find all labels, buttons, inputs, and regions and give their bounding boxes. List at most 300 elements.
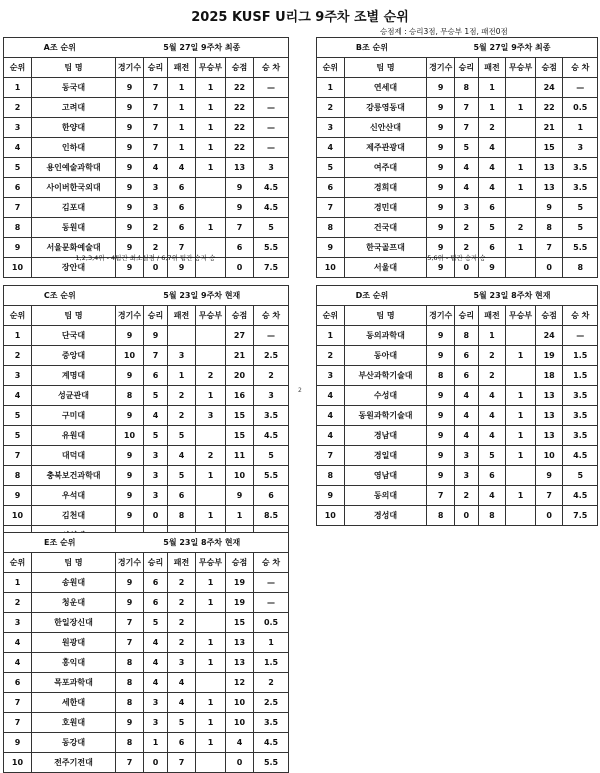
cell-losses: 1 (478, 78, 506, 98)
cell-wins: 7 (144, 98, 168, 118)
cell-games: 9 (427, 98, 455, 118)
cell-losses: 5 (478, 218, 506, 238)
table-row (4, 346, 289, 366)
cell-rank: 8 (317, 466, 345, 486)
table-row (317, 506, 598, 526)
cell-wins: 6 (144, 366, 168, 386)
cell-draws (506, 78, 536, 98)
cell-draws (196, 346, 226, 366)
cell-team: 원광대 (32, 633, 116, 653)
cell-rank: 3 (4, 118, 32, 138)
cell-losses: 7 (168, 753, 196, 773)
cell-games: 9 (427, 158, 455, 178)
group-header (317, 286, 598, 306)
column-header-team: 팀 명 (32, 553, 116, 573)
cell-games: 7 (116, 633, 144, 653)
cell-gb: 5 (563, 218, 598, 238)
cell-team: 고려대 (32, 98, 116, 118)
cell-wins: 4 (454, 426, 478, 446)
group-header (4, 286, 289, 306)
cell-games: 9 (427, 346, 455, 366)
cell-gb: 2 (254, 673, 289, 693)
cell-losses: 8 (478, 506, 506, 526)
cell-rank: 1 (4, 573, 32, 593)
column-header-wins: 승리 (144, 306, 168, 326)
cell-games: 9 (116, 158, 144, 178)
table-row (4, 506, 289, 526)
column-header-draws: 무승부 (196, 306, 226, 326)
cell-games: 8 (116, 653, 144, 673)
cell-team: 홍익대 (32, 653, 116, 673)
cell-losses: 2 (168, 613, 196, 633)
cell-gb: 4.5 (254, 733, 289, 753)
cell-games: 8 (116, 733, 144, 753)
cell-team: 경남대 (344, 426, 427, 446)
cell-losses: 2 (168, 593, 196, 613)
table-row (317, 98, 598, 118)
cell-gb: 5.5 (254, 753, 289, 773)
table-row (317, 386, 598, 406)
cell-points: 24 (535, 78, 563, 98)
cell-team: 동의대 (344, 486, 427, 506)
cell-team: 우석대 (32, 486, 116, 506)
scoring-rule: 승점제 : 승리3점, 무승부 1점, 패전0점 (380, 27, 508, 36)
cell-rank: 1 (317, 326, 345, 346)
group-date: 5월 27일 9주차 최종 (116, 38, 289, 58)
cell-losses: 3 (168, 346, 196, 366)
cell-rank: 9 (317, 238, 345, 258)
cell-draws (506, 198, 536, 218)
cell-losses: 2 (478, 346, 506, 366)
cell-rank: 3 (4, 366, 32, 386)
cell-gb: — (563, 326, 598, 346)
cell-wins: 4 (144, 653, 168, 673)
table-row (4, 326, 289, 346)
cell-wins: 7 (144, 78, 168, 98)
table-row (4, 446, 289, 466)
cell-team: 호원대 (32, 713, 116, 733)
column-header-games: 경기수 (427, 306, 455, 326)
cell-losses: 9 (478, 258, 506, 278)
cell-draws: 1 (196, 713, 226, 733)
cell-losses: 4 (478, 426, 506, 446)
column-header-points: 승점 (226, 553, 254, 573)
cell-team: 서울문화예술대 (32, 238, 116, 258)
cell-wins: 7 (455, 118, 479, 138)
cell-team: 충북보건과학대 (32, 466, 116, 486)
cell-gb: 5 (254, 218, 289, 238)
cell-rank: 7 (4, 693, 32, 713)
cell-games: 7 (116, 613, 144, 633)
cell-losses: 1 (478, 98, 506, 118)
column-header-draws: 무승부 (196, 58, 226, 78)
cell-draws: 1 (196, 573, 226, 593)
cell-rank: 5 (317, 158, 345, 178)
cell-gb: 4.5 (563, 486, 598, 506)
cell-losses: 1 (168, 78, 196, 98)
cell-gb: 1.5 (254, 653, 289, 673)
cell-games: 9 (116, 238, 144, 258)
cell-losses: 4 (478, 486, 506, 506)
cell-losses: 1 (168, 118, 196, 138)
cell-games: 9 (427, 258, 455, 278)
cell-games: 9 (116, 446, 144, 466)
cell-rank: 10 (317, 506, 345, 526)
cell-team: 인하대 (32, 138, 116, 158)
cell-draws: 1 (506, 426, 536, 446)
page-number: 2 (298, 387, 302, 394)
cell-draws (196, 326, 226, 346)
cell-team: 중앙대 (32, 346, 116, 366)
cell-wins: 3 (144, 178, 168, 198)
cell-gb: 4.5 (254, 198, 289, 218)
cell-points: 15 (226, 426, 254, 446)
cell-rank: 2 (317, 98, 345, 118)
cell-gb: 3.5 (563, 406, 598, 426)
table-row (4, 633, 289, 653)
cell-gb: 0.5 (254, 613, 289, 633)
cell-gb: 8.5 (254, 506, 289, 526)
cell-team: 용인예술과학대 (32, 158, 116, 178)
cell-draws: 1 (196, 386, 226, 406)
cell-team: 유원대 (32, 426, 116, 446)
cell-losses: 2 (168, 386, 196, 406)
cell-gb: 3.5 (563, 386, 598, 406)
column-header-wins: 승리 (454, 306, 478, 326)
cell-gb: 2 (254, 366, 289, 386)
cell-draws: 1 (196, 653, 226, 673)
column-header-losses: 패전 (168, 306, 196, 326)
column-header-gb: 승 차 (563, 306, 598, 326)
cell-games: 10 (116, 346, 144, 366)
cell-rank: 4 (4, 386, 32, 406)
column-header-gb: 승 차 (254, 553, 289, 573)
cell-team: 동원과학기술대 (344, 406, 427, 426)
cell-wins: 3 (455, 198, 479, 218)
group-date: 5월 23일 8주차 현재 (116, 533, 289, 553)
column-header-wins: 승리 (144, 553, 168, 573)
cell-losses: 4 (478, 406, 506, 426)
cell-games: 9 (116, 118, 144, 138)
table-row (4, 138, 289, 158)
cell-games: 9 (116, 78, 144, 98)
cell-gb: 6 (254, 486, 289, 506)
table-row (4, 178, 289, 198)
column-header-row (317, 306, 598, 326)
cell-points: 15 (535, 138, 563, 158)
cell-rank: 1 (4, 78, 32, 98)
table-row (317, 486, 598, 506)
table-row (317, 158, 598, 178)
cell-rank: 4 (4, 633, 32, 653)
cell-rank: 7 (317, 198, 345, 218)
cell-gb: — (254, 326, 289, 346)
cell-losses: 1 (168, 366, 196, 386)
cell-wins: 3 (454, 446, 478, 466)
column-header-wins: 승리 (455, 58, 479, 78)
cell-team: 여주대 (344, 158, 427, 178)
cell-points: 13 (226, 158, 254, 178)
group-c-table (3, 285, 289, 546)
cell-draws (196, 426, 226, 446)
group-b-note: 5,6위 - 팀간 승자 승 (427, 254, 486, 262)
cell-points: 8 (535, 218, 563, 238)
cell-rank: 3 (317, 118, 345, 138)
cell-points: 9 (226, 486, 254, 506)
cell-rank: 10 (4, 506, 32, 526)
cell-games: 10 (116, 426, 144, 446)
cell-gb: 5 (563, 466, 598, 486)
cell-draws: 1 (196, 593, 226, 613)
cell-losses: 4 (168, 673, 196, 693)
group-name: D조 순위 (317, 286, 427, 306)
cell-losses: 6 (168, 198, 196, 218)
cell-wins: 4 (144, 633, 168, 653)
cell-games: 8 (116, 386, 144, 406)
table-row (4, 98, 289, 118)
column-header-draws: 무승부 (506, 306, 536, 326)
cell-rank: 4 (4, 138, 32, 158)
column-header-draws: 무승부 (506, 58, 536, 78)
cell-gb: 4.5 (254, 178, 289, 198)
cell-team: 전주기전대 (32, 753, 116, 773)
cell-losses: 9 (168, 258, 196, 278)
cell-draws: 1 (506, 178, 536, 198)
cell-gb: 2.5 (254, 346, 289, 366)
cell-draws: 1 (196, 98, 226, 118)
cell-losses: 8 (168, 506, 196, 526)
column-header-wins: 승리 (144, 58, 168, 78)
cell-draws (196, 198, 226, 218)
cell-team: 단국대 (32, 326, 116, 346)
cell-wins: 6 (454, 346, 478, 366)
cell-draws: 1 (506, 238, 536, 258)
cell-games: 9 (427, 138, 455, 158)
cell-wins: 4 (144, 673, 168, 693)
cell-games: 9 (427, 446, 455, 466)
cell-losses: 5 (478, 446, 506, 466)
cell-games: 9 (116, 406, 144, 426)
cell-gb: 1 (254, 633, 289, 653)
table-row (317, 426, 598, 446)
cell-wins: 5 (144, 426, 168, 446)
cell-draws: 3 (196, 406, 226, 426)
cell-wins: 2 (144, 238, 168, 258)
cell-draws: 1 (506, 98, 536, 118)
group-header (4, 533, 289, 553)
column-header-row (317, 58, 598, 78)
cell-wins: 3 (144, 486, 168, 506)
cell-wins: 2 (454, 486, 478, 506)
cell-losses (168, 326, 196, 346)
cell-points: 18 (535, 366, 563, 386)
cell-wins: 8 (455, 78, 479, 98)
cell-rank: 4 (317, 426, 345, 446)
cell-draws (506, 138, 536, 158)
cell-team: 김포대 (32, 198, 116, 218)
cell-draws (196, 486, 226, 506)
group-d-table (316, 285, 598, 526)
cell-wins: 5 (144, 386, 168, 406)
cell-points: 11 (226, 446, 254, 466)
cell-wins: 0 (144, 506, 168, 526)
cell-gb: 5.5 (563, 238, 598, 258)
cell-team: 한양대 (32, 118, 116, 138)
cell-wins: 7 (144, 118, 168, 138)
cell-rank: 9 (4, 238, 32, 258)
cell-games: 7 (116, 753, 144, 773)
cell-rank: 2 (4, 98, 32, 118)
cell-wins: 4 (144, 406, 168, 426)
cell-losses: 6 (168, 733, 196, 753)
cell-team: 한국골프대 (344, 238, 427, 258)
table-row (317, 178, 598, 198)
cell-points: 20 (226, 366, 254, 386)
cell-wins: 2 (144, 218, 168, 238)
cell-draws (196, 673, 226, 693)
column-header-draws: 무승부 (196, 553, 226, 573)
cell-games: 9 (116, 258, 144, 278)
cell-rank: 4 (317, 386, 345, 406)
cell-points: 19 (226, 573, 254, 593)
table-row (4, 198, 289, 218)
table-row (4, 406, 289, 426)
table-row (317, 366, 598, 386)
column-header-rank: 순위 (317, 306, 345, 326)
cell-points: 22 (226, 78, 254, 98)
cell-games: 9 (427, 218, 455, 238)
column-header-gb: 승 차 (254, 306, 289, 326)
cell-draws: 2 (196, 366, 226, 386)
cell-draws: 1 (506, 406, 536, 426)
cell-team: 동원대 (32, 218, 116, 238)
cell-team: 경민대 (344, 198, 427, 218)
cell-games: 9 (116, 573, 144, 593)
cell-losses: 3 (168, 653, 196, 673)
table-row (4, 653, 289, 673)
column-header-rank: 순위 (4, 58, 32, 78)
cell-wins: 4 (144, 158, 168, 178)
cell-rank: 1 (317, 78, 345, 98)
cell-points: 13 (226, 633, 254, 653)
cell-points: 7 (535, 486, 563, 506)
cell-losses: 4 (478, 386, 506, 406)
cell-rank: 2 (4, 593, 32, 613)
table-row (4, 673, 289, 693)
cell-losses: 7 (168, 238, 196, 258)
column-header-gb: 승 차 (254, 58, 289, 78)
cell-games: 9 (427, 466, 455, 486)
cell-team: 건국대 (344, 218, 427, 238)
cell-games: 9 (116, 366, 144, 386)
group-header (4, 38, 289, 58)
cell-draws (506, 118, 536, 138)
cell-games: 9 (116, 466, 144, 486)
column-header-games: 경기수 (116, 553, 144, 573)
cell-rank: 2 (4, 346, 32, 366)
cell-draws: 1 (196, 138, 226, 158)
cell-rank: 9 (4, 733, 32, 753)
group-date: 5월 23일 9주차 현재 (116, 286, 289, 306)
cell-gb: 3.5 (254, 406, 289, 426)
cell-losses: 4 (168, 446, 196, 466)
cell-points: 0 (226, 258, 254, 278)
cell-team: 동의과학대 (344, 326, 427, 346)
cell-draws: 1 (196, 78, 226, 98)
cell-team: 경희대 (344, 178, 427, 198)
cell-wins: 1 (144, 733, 168, 753)
cell-points: 13 (535, 406, 563, 426)
cell-points: 13 (535, 178, 563, 198)
column-header-losses: 패전 (478, 306, 506, 326)
cell-points: 15 (226, 613, 254, 633)
table-row (317, 466, 598, 486)
column-header-losses: 패전 (168, 553, 196, 573)
cell-losses: 4 (168, 158, 196, 178)
column-header-points: 승점 (535, 306, 563, 326)
cell-points: 0 (535, 258, 563, 278)
cell-losses: 2 (168, 573, 196, 593)
cell-team: 경성대 (344, 506, 427, 526)
group-date: 5월 27일 9주차 최종 (427, 38, 598, 58)
table-row (317, 446, 598, 466)
cell-gb: 0.5 (563, 98, 598, 118)
cell-gb: 3.5 (563, 178, 598, 198)
cell-points: 19 (226, 593, 254, 613)
cell-games: 8 (116, 693, 144, 713)
cell-points: 9 (535, 198, 563, 218)
cell-games: 9 (427, 386, 455, 406)
cell-wins: 7 (144, 138, 168, 158)
cell-losses: 5 (168, 426, 196, 446)
cell-games: 9 (116, 486, 144, 506)
cell-wins: 7 (455, 98, 479, 118)
cell-gb: 8 (563, 258, 598, 278)
cell-wins: 9 (144, 326, 168, 346)
cell-team: 수성대 (344, 386, 427, 406)
group-date: 5월 23일 8주차 현재 (427, 286, 598, 306)
cell-losses: 4 (478, 158, 506, 178)
cell-gb: 5 (254, 446, 289, 466)
cell-points: 10 (226, 713, 254, 733)
cell-games: 8 (427, 366, 455, 386)
cell-draws (506, 466, 536, 486)
cell-losses: 4 (168, 693, 196, 713)
cell-gb: 1 (563, 118, 598, 138)
cell-wins: 5 (144, 613, 168, 633)
table-row (4, 486, 289, 506)
cell-team: 김천대 (32, 506, 116, 526)
cell-team: 성균관대 (32, 386, 116, 406)
cell-wins: 0 (454, 506, 478, 526)
cell-draws: 2 (506, 218, 536, 238)
cell-losses: 6 (478, 238, 506, 258)
table-row (4, 753, 289, 773)
cell-rank: 8 (4, 218, 32, 238)
cell-games: 9 (427, 78, 455, 98)
cell-rank: 7 (4, 713, 32, 733)
cell-losses: 6 (478, 466, 506, 486)
cell-gb: 3 (254, 386, 289, 406)
cell-draws: 1 (506, 486, 536, 506)
cell-draws: 1 (196, 506, 226, 526)
cell-rank: 10 (4, 258, 32, 278)
cell-points: 13 (226, 653, 254, 673)
cell-points: 7 (535, 238, 563, 258)
cell-wins: 8 (454, 326, 478, 346)
cell-team: 영남대 (344, 466, 427, 486)
table-row (4, 386, 289, 406)
